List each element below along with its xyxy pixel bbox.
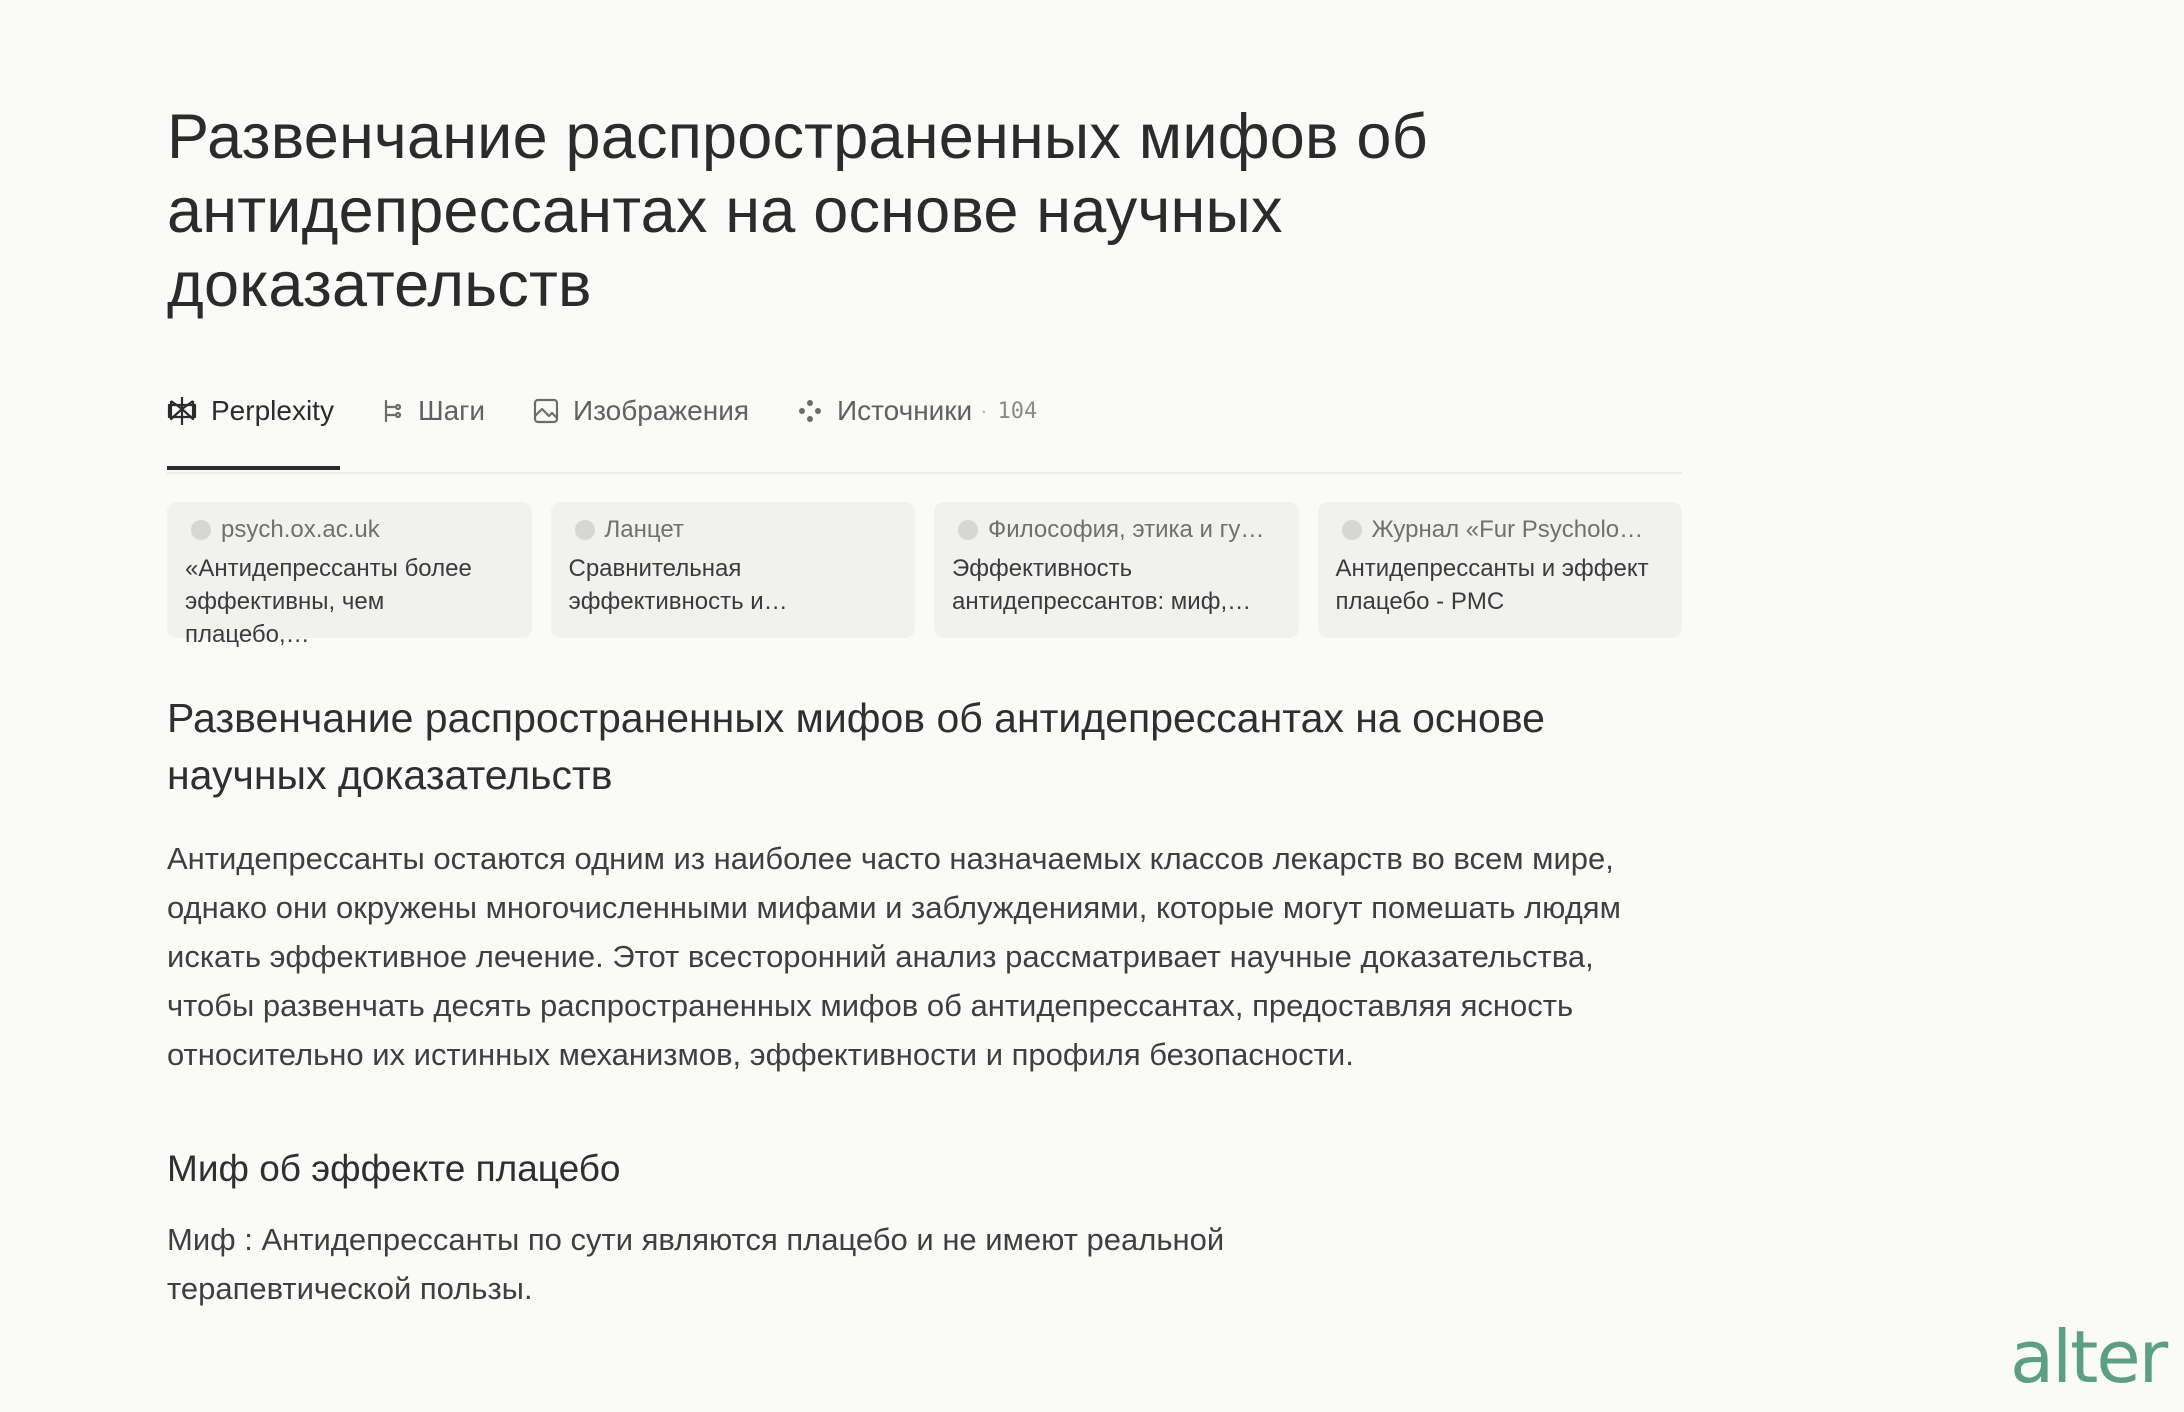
separator-dot: ·: [980, 398, 988, 423]
tab-images[interactable]: [533, 388, 749, 434]
sources-count: 104: [997, 398, 1038, 424]
source-card[interactable]: [551, 502, 916, 638]
tab-steps-label: Шаги: [417, 395, 486, 426]
tab-steps[interactable]: [382, 388, 485, 434]
tab-perplexity[interactable]: [167, 388, 334, 434]
main-content: [167, 100, 1682, 1313]
globe-icon: [1342, 520, 1362, 540]
source-header: [185, 516, 516, 544]
perplexity-icon: [167, 395, 197, 427]
source-description: «Антидепрессанты более эффективны, чем плацебо,…: [185, 555, 472, 648]
myth-paragraph: [167, 1215, 1317, 1313]
image-icon: [533, 398, 559, 424]
tab-images-label: Изображения: [573, 395, 750, 426]
source-cards: [167, 502, 1682, 648]
source-description: Сравнительная эффективность и…: [568, 555, 788, 615]
tab-bar: [167, 388, 1682, 474]
source-site: Ланцет: [604, 516, 684, 543]
source-site: Журнал «Fur Psycholo…: [1371, 516, 1644, 543]
steps-icon: [382, 399, 404, 423]
source-header: [569, 516, 900, 544]
source-header: [952, 516, 1283, 544]
source-site: Философия, этика и гу…: [988, 516, 1265, 543]
article-heading: Развенчание распространенных мифов об антидепрессантах на основе научных доказательств: [167, 695, 1545, 798]
tab-perplexity-label: Perplexity: [211, 395, 334, 426]
source-site: psych.ox.ac.uk: [221, 516, 380, 543]
source-description: Антидепрессанты и эффект плацебо - PMC: [1335, 555, 1649, 615]
source-description: Эффективность антидепрессантов: миф,…: [952, 555, 1252, 615]
myth-label: Миф: [167, 1222, 236, 1257]
source-card[interactable]: [934, 502, 1299, 638]
globe-icon: [575, 520, 595, 540]
globe-icon: [191, 520, 211, 540]
myth-text: : Антидепрессанты по сути являются плацебо и не имеют реальной терапевтической пользы.: [167, 1222, 1225, 1306]
sources-icon: [797, 398, 823, 424]
tab-sources-label: Источники: [837, 395, 973, 426]
tab-sources[interactable]: [797, 388, 1037, 434]
source-header: [1336, 516, 1667, 544]
source-card[interactable]: [167, 502, 532, 648]
section-title: Миф об эффекте плацебо: [167, 1148, 621, 1189]
page-title: Развенчание распространенных мифов об антидепрессантах на основе научных доказательств: [167, 102, 1428, 320]
brand-logo: alter: [2010, 1315, 2167, 1399]
article-intro: Антидепрессанты остаются одним из наиболее часто назначаемых классов лекарств во всем мире, однако они окружены многочисленными мифами и заблуждениями, которые могут помешать людям искать эффективное лечение. Этот всесторонний анализ рассматривает научные доказательства, чтобы развенчать десять распространенных мифов об антидепрессантах, предоставляя ясность относительно их истинных механизмов, эффективности и профиля безопасности.: [167, 841, 1621, 1072]
globe-icon: [958, 520, 978, 540]
source-card[interactable]: [1318, 502, 1683, 638]
